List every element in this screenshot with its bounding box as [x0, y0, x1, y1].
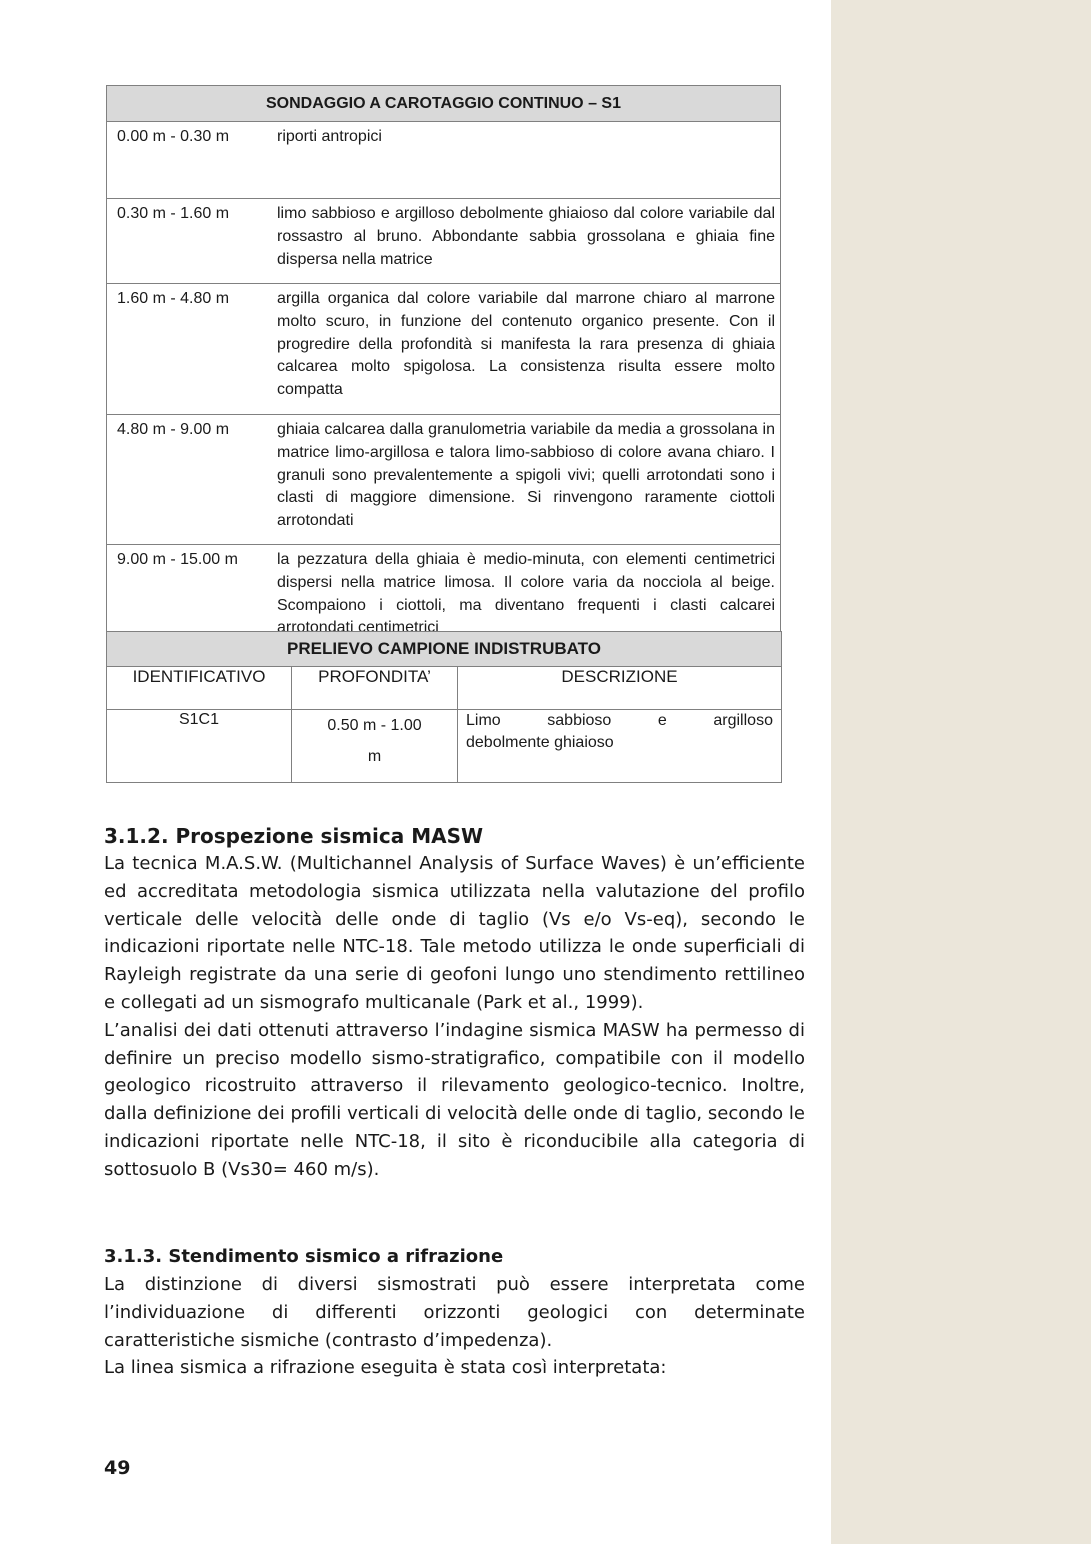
- table-row: [107, 122, 781, 199]
- depth-cell: 0.00 m - 0.30 m: [107, 122, 268, 199]
- depth-cell: 0.30 m - 1.60 m: [107, 199, 268, 284]
- paragraph: La distinzione di diversi sismostrati può essere interpretata come l’individuazione di differenti orizzonti geologici con determinate caratteristiche sismiche (contrasto d’impedenza).: [104, 1274, 805, 1351]
- paragraph: La tecnica M.A.S.W. (Multichannel Analysis of Surface Waves) è un’efficiente ed accreditata metodologia sismica utilizzata nella valutazione del profilo verticale delle velocità delle onde di taglio (Vs e/o Vs-eq), secondo le indicazioni riportate nelle NTC-18. Tale metodo utilizza le onde superficiali di Rayleigh registrate da una serie di geofoni lungo uno stendimento rettilineo e collegati ad un sismografo multicanale (Park et al., 1999).: [104, 853, 805, 1013]
- table-header-row: [107, 632, 782, 667]
- description-cell: riporti antropici: [267, 122, 781, 199]
- sample-description-line2: debolmente ghiaioso: [466, 734, 614, 751]
- page-margin-band: [831, 0, 1091, 1544]
- description-cell: la pezzatura della ghiaia è medio-minuta, con elementi centimetrici dispersi nella matrice limosa. Il colore varia da nocciola al beige. Scompaiono i ciottoli, ma diventano frequenti i clasti calcarei arrotondati centimetrici: [267, 545, 781, 652]
- depth-cell: 1.60 m - 4.80 m: [107, 284, 268, 415]
- table-header-row: [107, 86, 781, 122]
- description-cell: limo sabbioso e argilloso debolmente ghiaioso dal colore variabile dal rossastro al bruno. Abbondante sabbia grossolana e ghiaia fine dispersa nella matrice: [267, 199, 781, 284]
- sample-depth-line1: 0.50 m - 1.00: [327, 717, 422, 734]
- paragraph: L’analisi dei dati ottenuti attraverso l’indagine sismica MASW ha permesso di definire un preciso modello sismo-stratigrafico, compatibile con il modello geologico ricostruito attraverso il rilevamento geologico-tecnico. Inoltre, dalla definizione dei profili verticali di velocità delle onde di taglio, secondo le indicazioni riportate nelle NTC-18, il sito è riconducibile alla categoria di sottosuolo B (Vs30= 460 m/s).: [104, 1019, 805, 1180]
- page-number: 49: [104, 1457, 131, 1479]
- section-refraction: [104, 1243, 805, 1382]
- sample-id-cell: S1C1: [107, 710, 292, 783]
- word: e: [657, 712, 667, 729]
- section-masw: [104, 822, 805, 1184]
- sample-table: [106, 631, 782, 783]
- word: argilloso: [713, 712, 773, 729]
- sample-depth-cell: [292, 710, 458, 783]
- table-row: [107, 199, 781, 284]
- table-row: [107, 415, 781, 545]
- word: Limo: [466, 712, 501, 729]
- column-header-depth: PROFONDITA’: [292, 667, 458, 710]
- paragraph: La linea sismica a rifrazione eseguita è stata così interpretata:: [104, 1357, 667, 1379]
- depth-cell: 9.00 m - 15.00 m: [107, 545, 268, 652]
- section-heading: 3.1.2. Prospezione sismica MASW: [104, 824, 484, 848]
- table-title: PRELIEVO CAMPIONE INDISTRUBATO: [107, 632, 782, 667]
- description-cell: argilla organica dal colore variabile dal marrone chiaro al marrone molto scuro, in funzione del contenuto organico presente. Con il progredire della profondità si manifesta la rara presenza di ghiaia calcarea molto spigolosa. La consistenza risulta essere molto compatta: [267, 284, 781, 415]
- table-title: SONDAGGIO A CAROTAGGIO CONTINUO – S1: [107, 86, 781, 122]
- table-row: [107, 710, 782, 783]
- column-header-description: DESCRIZIONE: [458, 667, 782, 710]
- depth-cell: 4.80 m - 9.00 m: [107, 415, 268, 545]
- table-row: [107, 284, 781, 415]
- word: sabbioso: [547, 712, 612, 729]
- sample-depth-line2: m: [367, 748, 382, 765]
- borehole-log-table: [106, 85, 781, 652]
- column-header-row: [107, 667, 782, 710]
- column-header-id: IDENTIFICATIVO: [107, 667, 292, 710]
- sample-description-line1: [466, 710, 773, 732]
- sample-description-cell: [458, 710, 782, 783]
- description-cell: ghiaia calcarea dalla granulometria variabile da media a grossolana in matrice limo-argillosa e talora limo-sabbioso di colore avana chiaro. I granuli sono prevalentemente a spigoli vivi; quelli arrotondati sono i clasti di maggiore dimensione. Si rinvengono raramente ciottoli arrotondati: [267, 415, 781, 545]
- section-heading: 3.1.3. Stendimento sismico a rifrazione: [104, 1246, 504, 1267]
